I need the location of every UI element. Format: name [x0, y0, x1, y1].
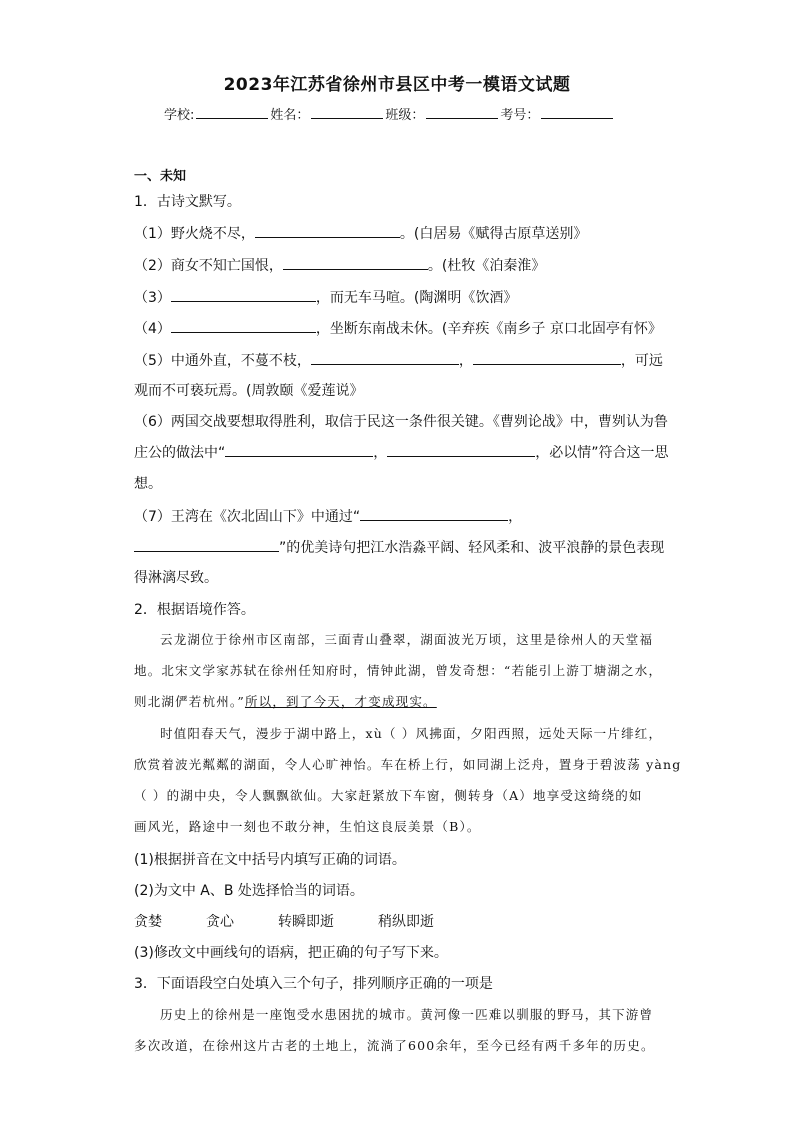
q1-7-text: （7）王湾在《次北固山下》中通过“ — [134, 509, 361, 525]
q1-2-text: （2）商女不知亡国恨， — [134, 258, 283, 274]
q2-passage-p1-l3 — [134, 692, 437, 710]
q1-6-text: 庄公的做法中“ — [134, 445, 226, 461]
q1-item-7 — [134, 506, 522, 526]
q1-7-line2-text: ”的优美诗句把江水浩淼平阔、轻风柔和、波平浪静的景色表现 — [279, 540, 665, 556]
q1-item-1 — [134, 223, 587, 243]
q1-7-comma: ， — [508, 509, 523, 525]
q1-1-text: （1）野火烧不尽， — [134, 226, 255, 242]
q1-6-tail: ，必以情”符合这一思 — [535, 445, 669, 461]
q2-sub3: (3)修改文中画线句的语病，把正确的句子写下来。 — [134, 945, 448, 961]
q1-stem: 1．古诗文默写。 — [134, 194, 241, 210]
q1-6-line3: 想。 — [134, 476, 162, 492]
q2-passage-p2-l2: 欣赏着波光粼粼的湖面，令人心旷神怡。车在桥上行，如同湖上泛舟，置身于碧波荡 yàng — [134, 757, 682, 772]
q1-7-blank-a[interactable] — [360, 507, 508, 521]
q2-passage-p2-l4: 画风光，路途中一刻也不敢分神，生怕这良辰美景（B）。 — [134, 819, 481, 834]
class-blank[interactable] — [426, 106, 498, 119]
q3-passage-l2: 多次改道，在徐州这片古老的土地上，流淌了600余年，至今已经有两千多年的历史。 — [134, 1038, 655, 1053]
q2-option: 转瞬即逝 — [278, 914, 334, 930]
q1-1-source: 。(白居易《赋得古原草送别》 — [399, 226, 588, 242]
q1-4-num: （4） — [134, 321, 171, 337]
q1-6-blank-b[interactable] — [387, 443, 535, 457]
q2-underlined-sentence: 所以，到了今天，才变成现实。 — [244, 694, 437, 709]
q2-passage-p2-l1: 时值阳春天气，漫步于湖中路上，xù（ ）风拂面，夕阳西照，远处天际一片绯红， — [160, 726, 663, 741]
q3-stem: 3．下面语段空白处填入三个句子，排列顺序正确的一项是 — [134, 976, 493, 992]
q2-stem: 2．根据语境作答。 — [134, 602, 255, 618]
q1-3-text: ，而无车马喧。(陶渊明《饮酒》 — [315, 290, 518, 306]
name-label: 姓名： — [270, 108, 310, 123]
q2-options — [134, 911, 478, 931]
q1-5-line2: 观而不可亵玩焉。(周敦颐《爱莲说》 — [134, 383, 364, 399]
q1-item-2 — [134, 255, 545, 275]
q1-2-source: 。(杜牧《泊秦淮》 — [427, 258, 546, 274]
q1-1-blank[interactable] — [255, 224, 400, 238]
page-title: 2023年江苏省徐州市县区中考一模语文试题 — [223, 75, 571, 95]
q2-sub2: (2)为文中 A、B 处选择恰当的词语。 — [134, 883, 364, 899]
q2-option: 贪心 — [206, 914, 234, 930]
school-blank[interactable] — [196, 106, 268, 119]
name-blank[interactable] — [311, 106, 383, 119]
q1-5-text: （5）中通外直，不蔓不枝， — [134, 353, 311, 369]
q1-7-blank-b[interactable] — [134, 538, 279, 552]
q2-passage-p1-l3-text: 则北湖俨若杭州。” — [134, 694, 245, 709]
q2-passage-p2-l3: （ ）的湖中央，令人飘飘欲仙。大家赶紧放下车窗，侧转身（A）地享受这绮绕的如 — [134, 788, 643, 803]
student-info-line — [164, 104, 615, 123]
q1-6-line1: （6）两国交战要想取得胜利，取信于民这一条件很关键。《曹刿论战》中，曹刿认为鲁 — [134, 414, 668, 430]
q2-option: 贪婪 — [134, 914, 162, 930]
q1-7-line3: 得淋漓尽致。 — [134, 570, 218, 586]
q2-passage-p1-l1: 云龙湖位于徐州市区南部，三面青山叠翠，湖面波光万顷，这里是徐州人的天堂福 — [160, 632, 654, 647]
q1-5-tail: ，可远 — [620, 353, 663, 369]
q1-6-blank-a[interactable] — [225, 443, 373, 457]
q2-passage-p1-l2: 地。北宋文学家苏轼在徐州任知府时，情钟此湖，曾发奇想：“若能引上游丁塘湖之水， — [134, 663, 663, 678]
q1-4-text: ，坐断东南战未休。(辛弃疾《南乡子 京口北固亭有怀》 — [315, 321, 662, 337]
class-label: 班级： — [385, 108, 425, 123]
q2-sub1: (1)根据拼音在文中括号内填写正确的词语。 — [134, 852, 406, 868]
q1-3-num: （3） — [134, 290, 171, 306]
q1-item-3 — [134, 287, 517, 307]
section-heading: 一、未知 — [134, 169, 187, 184]
exam-no-label: 考号： — [500, 108, 540, 123]
q1-item-4 — [134, 318, 662, 338]
q1-item-6 — [134, 442, 669, 462]
q1-5-comma: ， — [458, 353, 473, 369]
q1-7-line2 — [134, 537, 664, 557]
q2-option: 稍纵即逝 — [378, 914, 434, 930]
school-label: 学校: — [164, 108, 195, 123]
q1-6-comma: ， — [373, 445, 388, 461]
q1-2-blank[interactable] — [283, 256, 428, 270]
q1-item-5 — [134, 350, 663, 370]
q1-4-blank[interactable] — [171, 319, 316, 333]
q1-5-blank-a[interactable] — [311, 351, 459, 365]
q1-5-blank-b[interactable] — [473, 351, 621, 365]
exam-no-blank[interactable] — [541, 106, 613, 119]
q1-3-blank[interactable] — [171, 288, 316, 302]
q3-passage-l1: 历史上的徐州是一座饱受水患困扰的城市。黄河像一匹难以驯服的野马，其下游曾 — [160, 1007, 654, 1022]
